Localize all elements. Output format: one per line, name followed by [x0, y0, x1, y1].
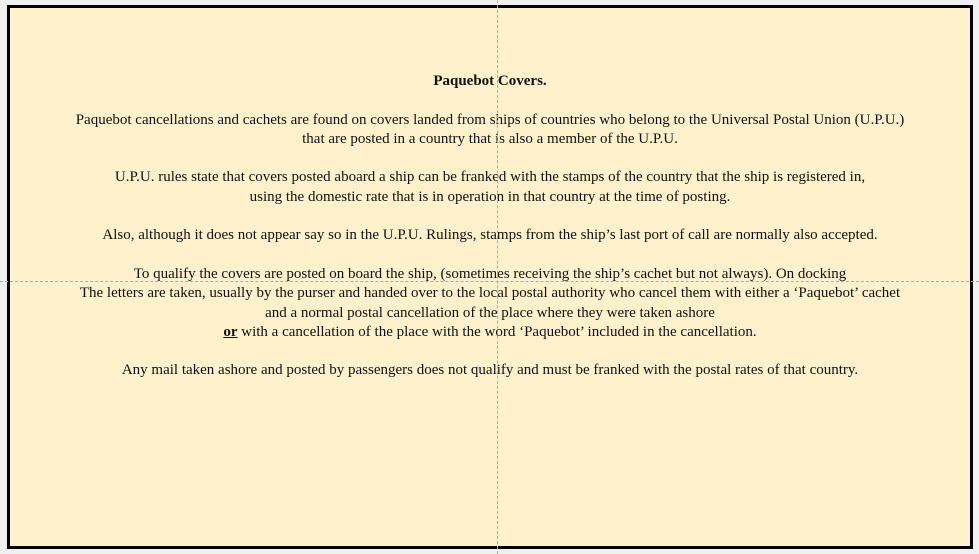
- paragraph-qualify: [10, 265, 970, 342]
- paragraph-passengers: [10, 361, 970, 380]
- text-line: that are posted in a country that is also a member of the U.P.U.: [302, 130, 678, 147]
- text-line: Paquebot cancellations and cachets are found on covers landed from ships of countries who belong to the Universal Postal Union (U.P.U.): [75, 111, 905, 128]
- text-line: U.P.U. rules state that covers posted aboard a ship can be franked with the stamps of the country that the ship is registered in,: [114, 169, 866, 186]
- paragraph-upu-membership: [10, 111, 970, 150]
- paragraph-upu-rules: [10, 168, 970, 207]
- text-line: The letters are taken, usually by the purser and handed over to the local postal authority who cancel them with either a ‘Paquebot’ cachet: [79, 285, 901, 302]
- text-line: Also, although it does not appear say so in the U.P.U. Rulings, stamps from the ship’s last port of call are normally also accepted.: [102, 227, 878, 244]
- text-line: Any mail taken ashore and posted by passengers does not qualify and must be franked with the postal rates of that country.: [121, 362, 859, 379]
- paragraph-last-port: [10, 226, 970, 245]
- text-line: and a normal postal cancellation of the place where they were taken ashore: [265, 304, 715, 321]
- document-content: [10, 72, 970, 400]
- text-line: To qualify the covers are posted on board the ship, (sometimes receiving the ship’s cachet but not always). On docking: [133, 265, 847, 282]
- document-page: [7, 5, 973, 549]
- document-title: Paquebot Covers.: [433, 73, 547, 89]
- vertical-guide-line: [497, 0, 498, 554]
- emphasis-or: or: [223, 323, 238, 340]
- text-line: with a cancellation of the place with the word ‘Paquebot’ included in the cancellation.: [237, 323, 757, 340]
- text-line: using the domestic rate that is in operation in that country at the time of posting.: [249, 188, 731, 205]
- horizontal-guide-line: [0, 281, 979, 282]
